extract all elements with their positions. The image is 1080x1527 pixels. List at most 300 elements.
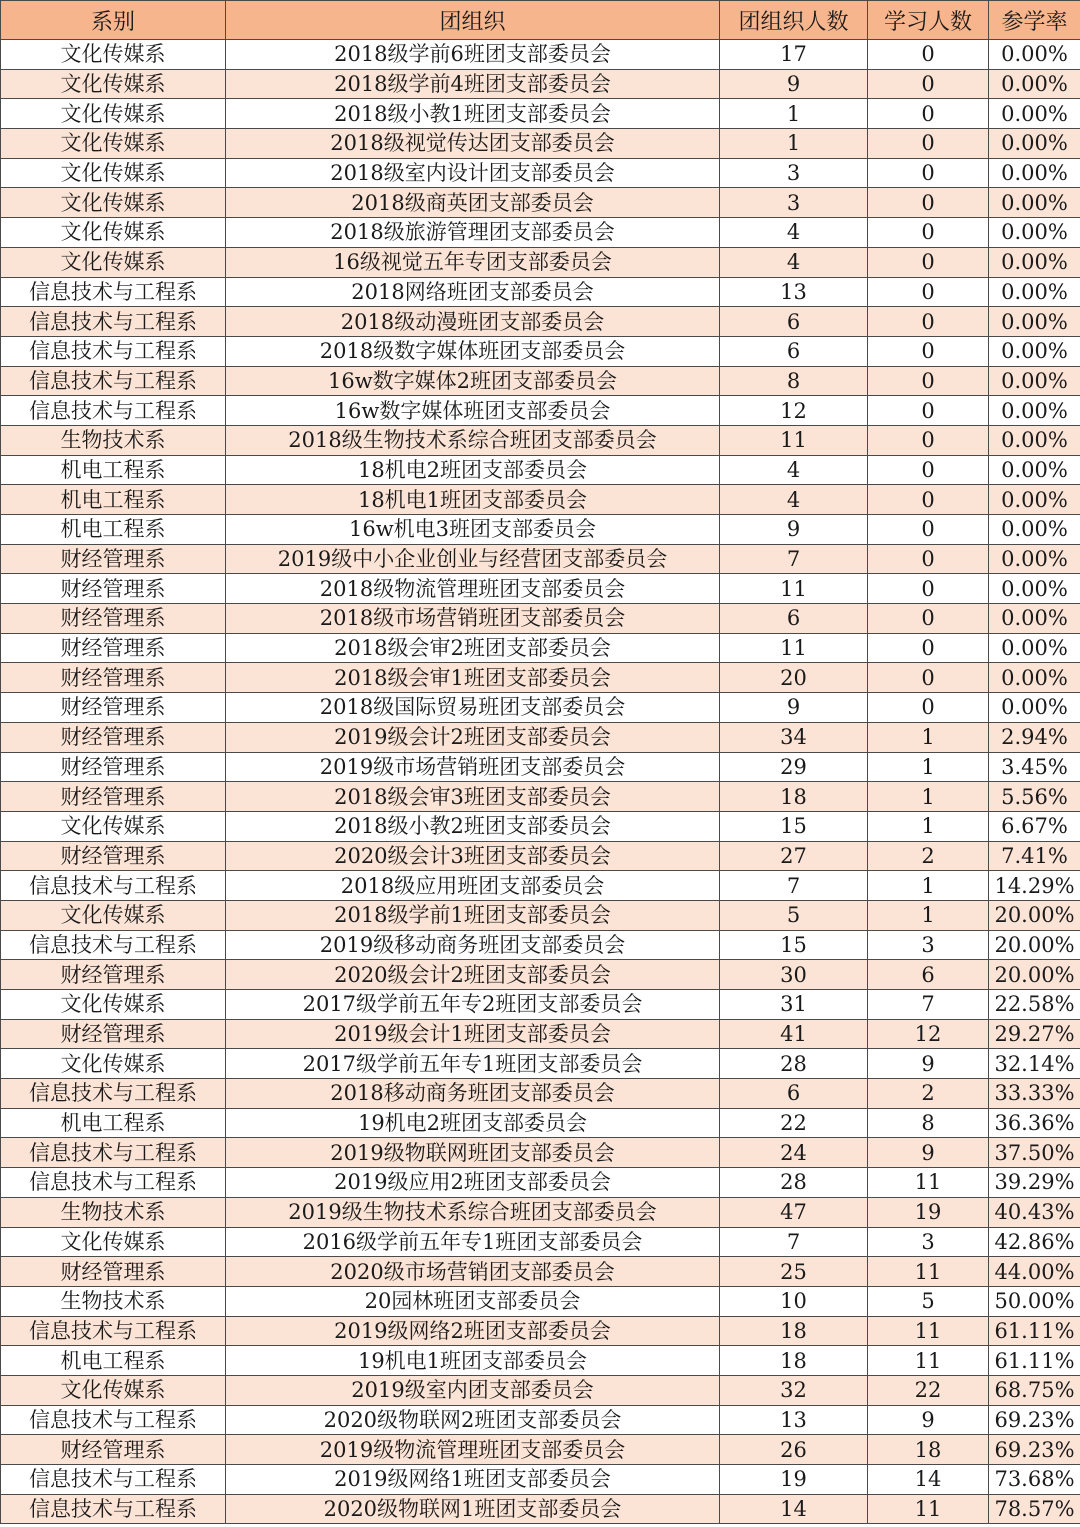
table-row: [1, 1227, 1080, 1257]
cell-organization: 2019级物流管理班团支部委员会: [226, 1435, 720, 1465]
cell-organization: 2020级物联网1班团支部委员会: [226, 1494, 720, 1524]
cell-participation-rate: 20.00%: [989, 960, 1080, 990]
cell-member-count: 4: [720, 485, 868, 515]
cell-department: 财经管理系: [1, 841, 226, 871]
cell-member-count: 25: [720, 1257, 868, 1287]
cell-organization: 2018级学前6班团支部委员会: [226, 40, 720, 70]
cell-department: 财经管理系: [1, 782, 226, 812]
cell-department: 财经管理系: [1, 1257, 226, 1287]
cell-study-count: 5: [868, 1286, 989, 1316]
table-row: [1, 663, 1080, 693]
cell-organization: 2017级学前五年专2班团支部委员会: [226, 990, 720, 1020]
cell-organization: 2018级动漫班团支部委员会: [226, 307, 720, 337]
cell-member-count: 3: [720, 158, 868, 188]
cell-member-count: 28: [720, 1049, 868, 1079]
cell-participation-rate: 0.00%: [989, 40, 1080, 70]
cell-department: 信息技术与工程系: [1, 1316, 226, 1346]
cell-department: 生物技术系: [1, 425, 226, 455]
cell-department: 财经管理系: [1, 1019, 226, 1049]
cell-member-count: 11: [720, 425, 868, 455]
cell-organization: 2017级学前五年专1班团支部委员会: [226, 1049, 720, 1079]
cell-organization: 16w数字媒体班团支部委员会: [226, 396, 720, 426]
table-row: [1, 930, 1080, 960]
table-row: [1, 336, 1080, 366]
cell-participation-rate: 68.75%: [989, 1375, 1080, 1405]
cell-participation-rate: 14.29%: [989, 871, 1080, 901]
header-organization: 团组织: [226, 1, 720, 40]
cell-member-count: 30: [720, 960, 868, 990]
cell-member-count: 26: [720, 1435, 868, 1465]
cell-department: 机电工程系: [1, 515, 226, 545]
cell-organization: 16w机电3班团支部委员会: [226, 515, 720, 545]
cell-organization: 2019级网络1班团支部委员会: [226, 1465, 720, 1495]
table-row: [1, 218, 1080, 248]
cell-participation-rate: 0.00%: [989, 247, 1080, 277]
cell-participation-rate: 0.00%: [989, 574, 1080, 604]
cell-study-count: 0: [868, 366, 989, 396]
cell-participation-rate: 0.00%: [989, 544, 1080, 574]
cell-study-count: 0: [868, 247, 989, 277]
cell-department: 机电工程系: [1, 1346, 226, 1376]
cell-organization: 2019级会计2班团支部委员会: [226, 722, 720, 752]
cell-department: 机电工程系: [1, 1108, 226, 1138]
cell-study-count: 0: [868, 485, 989, 515]
cell-study-count: 9: [868, 1049, 989, 1079]
cell-member-count: 1: [720, 99, 868, 129]
header-row: [1, 1, 1080, 40]
cell-member-count: 6: [720, 1079, 868, 1109]
cell-study-count: 14: [868, 1465, 989, 1495]
cell-participation-rate: 37.50%: [989, 1138, 1080, 1168]
table-row: [1, 158, 1080, 188]
cell-member-count: 18: [720, 782, 868, 812]
cell-study-count: 0: [868, 99, 989, 129]
cell-member-count: 17: [720, 40, 868, 70]
cell-participation-rate: 78.57%: [989, 1494, 1080, 1524]
cell-department: 文化传媒系: [1, 158, 226, 188]
cell-study-count: 11: [868, 1346, 989, 1376]
table-row: [1, 1494, 1080, 1524]
cell-organization: 2019级市场营销班团支部委员会: [226, 752, 720, 782]
cell-study-count: 18: [868, 1435, 989, 1465]
cell-department: 文化传媒系: [1, 1227, 226, 1257]
cell-participation-rate: 22.58%: [989, 990, 1080, 1020]
cell-study-count: 6: [868, 960, 989, 990]
cell-member-count: 22: [720, 1108, 868, 1138]
cell-organization: 2018级国际贸易班团支部委员会: [226, 693, 720, 723]
cell-member-count: 34: [720, 722, 868, 752]
cell-member-count: 47: [720, 1197, 868, 1227]
cell-department: 信息技术与工程系: [1, 336, 226, 366]
cell-department: 文化传媒系: [1, 900, 226, 930]
table-row: [1, 871, 1080, 901]
cell-organization: 2018级旅游管理团支部委员会: [226, 218, 720, 248]
cell-participation-rate: 0.00%: [989, 633, 1080, 663]
header-member-count: 团组织人数: [720, 1, 868, 40]
cell-study-count: 1: [868, 811, 989, 841]
cell-study-count: 19: [868, 1197, 989, 1227]
cell-member-count: 5: [720, 900, 868, 930]
cell-department: 财经管理系: [1, 1435, 226, 1465]
cell-participation-rate: 50.00%: [989, 1286, 1080, 1316]
cell-participation-rate: 0.00%: [989, 307, 1080, 337]
table-header: [1, 1, 1080, 40]
cell-organization: 2018级小教1班团支部委员会: [226, 99, 720, 129]
cell-department: 信息技术与工程系: [1, 277, 226, 307]
table-row: [1, 1138, 1080, 1168]
cell-member-count: 8: [720, 366, 868, 396]
cell-study-count: 1: [868, 722, 989, 752]
cell-participation-rate: 33.33%: [989, 1079, 1080, 1109]
cell-department: 财经管理系: [1, 693, 226, 723]
cell-department: 信息技术与工程系: [1, 1138, 226, 1168]
cell-member-count: 7: [720, 1227, 868, 1257]
cell-study-count: 12: [868, 1019, 989, 1049]
table-row: [1, 1405, 1080, 1435]
cell-department: 文化传媒系: [1, 247, 226, 277]
cell-participation-rate: 0.00%: [989, 693, 1080, 723]
table-row: [1, 1168, 1080, 1198]
cell-member-count: 6: [720, 307, 868, 337]
table-row: [1, 693, 1080, 723]
cell-member-count: 29: [720, 752, 868, 782]
cell-member-count: 10: [720, 1286, 868, 1316]
table-row: [1, 307, 1080, 337]
cell-organization: 2018级视觉传达团支部委员会: [226, 129, 720, 159]
cell-study-count: 0: [868, 604, 989, 634]
cell-study-count: 0: [868, 663, 989, 693]
cell-member-count: 6: [720, 604, 868, 634]
table-row: [1, 515, 1080, 545]
cell-department: 生物技术系: [1, 1197, 226, 1227]
cell-member-count: 14: [720, 1494, 868, 1524]
cell-member-count: 18: [720, 1316, 868, 1346]
cell-department: 文化传媒系: [1, 99, 226, 129]
cell-member-count: 4: [720, 247, 868, 277]
cell-study-count: 0: [868, 574, 989, 604]
cell-study-count: 0: [868, 693, 989, 723]
table-row: [1, 752, 1080, 782]
cell-participation-rate: 0.00%: [989, 515, 1080, 545]
cell-organization: 2019级应用2班团支部委员会: [226, 1168, 720, 1198]
cell-department: 生物技术系: [1, 1286, 226, 1316]
cell-department: 财经管理系: [1, 633, 226, 663]
cell-department: 财经管理系: [1, 604, 226, 634]
cell-study-count: 0: [868, 425, 989, 455]
cell-department: 信息技术与工程系: [1, 307, 226, 337]
table-row: [1, 574, 1080, 604]
cell-participation-rate: 61.11%: [989, 1316, 1080, 1346]
cell-participation-rate: 7.41%: [989, 841, 1080, 871]
cell-department: 文化传媒系: [1, 69, 226, 99]
table-row: [1, 1375, 1080, 1405]
cell-organization: 2018级室内设计团支部委员会: [226, 158, 720, 188]
cell-participation-rate: 0.00%: [989, 277, 1080, 307]
cell-participation-rate: 3.45%: [989, 752, 1080, 782]
cell-participation-rate: 32.14%: [989, 1049, 1080, 1079]
cell-organization: 2019级生物技术系综合班团支部委员会: [226, 1197, 720, 1227]
cell-participation-rate: 61.11%: [989, 1346, 1080, 1376]
table-row: [1, 188, 1080, 218]
cell-participation-rate: 0.00%: [989, 158, 1080, 188]
header-participation-rate: 参学率: [989, 1, 1080, 40]
table-row: [1, 1286, 1080, 1316]
table-row: [1, 960, 1080, 990]
cell-department: 信息技术与工程系: [1, 366, 226, 396]
cell-department: 文化传媒系: [1, 218, 226, 248]
cell-participation-rate: 20.00%: [989, 930, 1080, 960]
cell-department: 财经管理系: [1, 752, 226, 782]
cell-member-count: 41: [720, 1019, 868, 1049]
cell-department: 文化传媒系: [1, 811, 226, 841]
cell-department: 文化传媒系: [1, 1375, 226, 1405]
table-row: [1, 900, 1080, 930]
cell-member-count: 24: [720, 1138, 868, 1168]
cell-participation-rate: 6.67%: [989, 811, 1080, 841]
cell-member-count: 11: [720, 633, 868, 663]
cell-organization: 2020级市场营销团支部委员会: [226, 1257, 720, 1287]
cell-study-count: 1: [868, 752, 989, 782]
cell-study-count: 0: [868, 307, 989, 337]
cell-participation-rate: 40.43%: [989, 1197, 1080, 1227]
cell-member-count: 4: [720, 218, 868, 248]
cell-participation-rate: 0.00%: [989, 396, 1080, 426]
table-row: [1, 1257, 1080, 1287]
cell-department: 信息技术与工程系: [1, 396, 226, 426]
header-study-count: 学习人数: [868, 1, 989, 40]
cell-participation-rate: 69.23%: [989, 1405, 1080, 1435]
cell-organization: 2018级会审1班团支部委员会: [226, 663, 720, 693]
cell-member-count: 18: [720, 1346, 868, 1376]
cell-member-count: 9: [720, 693, 868, 723]
table-row: [1, 604, 1080, 634]
cell-organization: 18机电1班团支部委员会: [226, 485, 720, 515]
cell-participation-rate: 0.00%: [989, 99, 1080, 129]
cell-participation-rate: 20.00%: [989, 900, 1080, 930]
table-row: [1, 69, 1080, 99]
cell-study-count: 0: [868, 69, 989, 99]
table-row: [1, 277, 1080, 307]
table-row: [1, 990, 1080, 1020]
cell-member-count: 32: [720, 1375, 868, 1405]
cell-organization: 2018级会审2班团支部委员会: [226, 633, 720, 663]
cell-study-count: 11: [868, 1257, 989, 1287]
cell-member-count: 13: [720, 1405, 868, 1435]
table-row: [1, 544, 1080, 574]
table-row: [1, 1049, 1080, 1079]
cell-study-count: 9: [868, 1405, 989, 1435]
cell-department: 信息技术与工程系: [1, 1079, 226, 1109]
cell-participation-rate: 0.00%: [989, 336, 1080, 366]
cell-organization: 2018级市场营销班团支部委员会: [226, 604, 720, 634]
cell-department: 财经管理系: [1, 960, 226, 990]
cell-participation-rate: 29.27%: [989, 1019, 1080, 1049]
table-row: [1, 485, 1080, 515]
cell-member-count: 6: [720, 336, 868, 366]
cell-organization: 19机电2班团支部委员会: [226, 1108, 720, 1138]
cell-study-count: 0: [868, 544, 989, 574]
table-row: [1, 247, 1080, 277]
cell-member-count: 20: [720, 663, 868, 693]
cell-organization: 2018移动商务班团支部委员会: [226, 1079, 720, 1109]
cell-organization: 2018级学前4班团支部委员会: [226, 69, 720, 99]
cell-department: 文化传媒系: [1, 129, 226, 159]
cell-participation-rate: 42.86%: [989, 1227, 1080, 1257]
cell-organization: 2019级网络2班团支部委员会: [226, 1316, 720, 1346]
cell-member-count: 27: [720, 841, 868, 871]
cell-member-count: 28: [720, 1168, 868, 1198]
cell-organization: 2018级商英团支部委员会: [226, 188, 720, 218]
cell-department: 文化传媒系: [1, 40, 226, 70]
cell-member-count: 9: [720, 515, 868, 545]
cell-department: 财经管理系: [1, 663, 226, 693]
cell-participation-rate: 73.68%: [989, 1465, 1080, 1495]
cell-member-count: 15: [720, 811, 868, 841]
cell-study-count: 0: [868, 218, 989, 248]
cell-member-count: 12: [720, 396, 868, 426]
cell-member-count: 9: [720, 69, 868, 99]
cell-member-count: 7: [720, 544, 868, 574]
cell-department: 财经管理系: [1, 722, 226, 752]
cell-participation-rate: 0.00%: [989, 485, 1080, 515]
cell-organization: 16级视觉五年专团支部委员会: [226, 247, 720, 277]
cell-study-count: 0: [868, 515, 989, 545]
table-row: [1, 841, 1080, 871]
cell-study-count: 0: [868, 455, 989, 485]
cell-department: 信息技术与工程系: [1, 1494, 226, 1524]
cell-participation-rate: 36.36%: [989, 1108, 1080, 1138]
table-row: [1, 1346, 1080, 1376]
table-row: [1, 1019, 1080, 1049]
cell-member-count: 1: [720, 129, 868, 159]
table-row: [1, 1079, 1080, 1109]
table-row: [1, 40, 1080, 70]
cell-organization: 2018级小教2班团支部委员会: [226, 811, 720, 841]
cell-member-count: 4: [720, 455, 868, 485]
cell-member-count: 3: [720, 188, 868, 218]
cell-participation-rate: 0.00%: [989, 218, 1080, 248]
table-body: [1, 40, 1080, 1524]
cell-member-count: 11: [720, 574, 868, 604]
cell-participation-rate: 0.00%: [989, 69, 1080, 99]
cell-organization: 2018级会审3班团支部委员会: [226, 782, 720, 812]
table-row: [1, 811, 1080, 841]
cell-organization: 2018级学前1班团支部委员会: [226, 900, 720, 930]
cell-department: 信息技术与工程系: [1, 930, 226, 960]
cell-study-count: 0: [868, 633, 989, 663]
cell-member-count: 15: [720, 930, 868, 960]
cell-department: 信息技术与工程系: [1, 1405, 226, 1435]
cell-participation-rate: 0.00%: [989, 604, 1080, 634]
cell-study-count: 1: [868, 871, 989, 901]
cell-participation-rate: 39.29%: [989, 1168, 1080, 1198]
cell-organization: 2018级物流管理班团支部委员会: [226, 574, 720, 604]
cell-organization: 2018级数字媒体班团支部委员会: [226, 336, 720, 366]
cell-department: 文化传媒系: [1, 1049, 226, 1079]
cell-organization: 2019级移动商务班团支部委员会: [226, 930, 720, 960]
table-row: [1, 396, 1080, 426]
table-row: [1, 1197, 1080, 1227]
cell-organization: 2019级物联网班团支部委员会: [226, 1138, 720, 1168]
cell-study-count: 0: [868, 336, 989, 366]
cell-organization: 2020级物联网2班团支部委员会: [226, 1405, 720, 1435]
cell-participation-rate: 0.00%: [989, 188, 1080, 218]
cell-study-count: 2: [868, 1079, 989, 1109]
cell-study-count: 0: [868, 188, 989, 218]
table-row: [1, 99, 1080, 129]
cell-department: 文化传媒系: [1, 990, 226, 1020]
cell-department: 信息技术与工程系: [1, 1168, 226, 1198]
table-row: [1, 1465, 1080, 1495]
cell-organization: 19机电1班团支部委员会: [226, 1346, 720, 1376]
cell-member-count: 13: [720, 277, 868, 307]
cell-organization: 20园林班团支部委员会: [226, 1286, 720, 1316]
cell-participation-rate: 2.94%: [989, 722, 1080, 752]
cell-study-count: 3: [868, 930, 989, 960]
cell-member-count: 7: [720, 871, 868, 901]
header-department: 系别: [1, 1, 226, 40]
cell-study-count: 1: [868, 782, 989, 812]
cell-study-count: 11: [868, 1316, 989, 1346]
cell-participation-rate: 0.00%: [989, 663, 1080, 693]
cell-participation-rate: 44.00%: [989, 1257, 1080, 1287]
table-row: [1, 1316, 1080, 1346]
cell-department: 财经管理系: [1, 574, 226, 604]
cell-organization: 16w数字媒体2班团支部委员会: [226, 366, 720, 396]
cell-department: 文化传媒系: [1, 188, 226, 218]
cell-study-count: 1: [868, 900, 989, 930]
table-row: [1, 455, 1080, 485]
cell-participation-rate: 0.00%: [989, 129, 1080, 159]
cell-participation-rate: 0.00%: [989, 425, 1080, 455]
cell-organization: 2020级会计3班团支部委员会: [226, 841, 720, 871]
cell-department: 财经管理系: [1, 544, 226, 574]
table-row: [1, 425, 1080, 455]
cell-member-count: 19: [720, 1465, 868, 1495]
cell-organization: 2019级中小企业创业与经营团支部委员会: [226, 544, 720, 574]
table-row: [1, 782, 1080, 812]
cell-member-count: 31: [720, 990, 868, 1020]
cell-study-count: 11: [868, 1494, 989, 1524]
cell-study-count: 9: [868, 1138, 989, 1168]
cell-participation-rate: 69.23%: [989, 1435, 1080, 1465]
table-row: [1, 1108, 1080, 1138]
cell-participation-rate: 0.00%: [989, 455, 1080, 485]
table-row: [1, 1435, 1080, 1465]
cell-study-count: 22: [868, 1375, 989, 1405]
table-row: [1, 129, 1080, 159]
cell-organization: 18机电2班团支部委员会: [226, 455, 720, 485]
cell-organization: 2018级应用班团支部委员会: [226, 871, 720, 901]
cell-study-count: 0: [868, 396, 989, 426]
cell-organization: 2018级生物技术系综合班团支部委员会: [226, 425, 720, 455]
cell-organization: 2020级会计2班团支部委员会: [226, 960, 720, 990]
cell-organization: 2018网络班团支部委员会: [226, 277, 720, 307]
cell-study-count: 0: [868, 277, 989, 307]
cell-study-count: 0: [868, 129, 989, 159]
cell-participation-rate: 0.00%: [989, 366, 1080, 396]
table-row: [1, 366, 1080, 396]
cell-department: 信息技术与工程系: [1, 1465, 226, 1495]
cell-study-count: 3: [868, 1227, 989, 1257]
cell-organization: 2019级室内团支部委员会: [226, 1375, 720, 1405]
cell-organization: 2016级学前五年专1班团支部委员会: [226, 1227, 720, 1257]
table-row: [1, 722, 1080, 752]
cell-study-count: 0: [868, 40, 989, 70]
cell-department: 机电工程系: [1, 455, 226, 485]
cell-organization: 2019级会计1班团支部委员会: [226, 1019, 720, 1049]
cell-study-count: 11: [868, 1168, 989, 1198]
